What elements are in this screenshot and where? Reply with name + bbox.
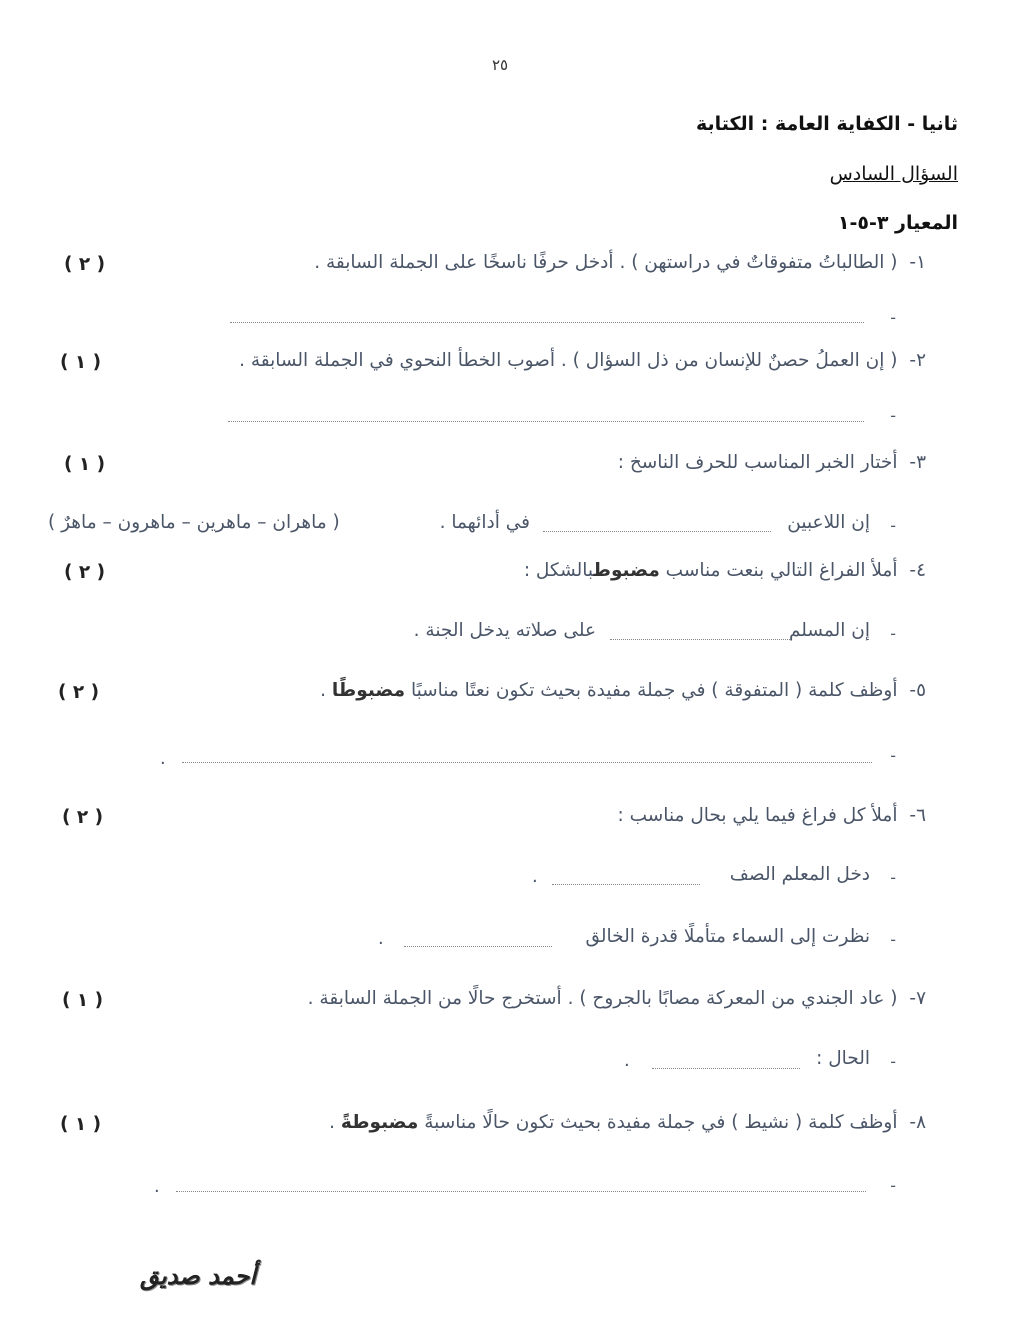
q3-sentence-start: إن اللاعبين (787, 512, 870, 533)
question-text: أملأ كل فراغ فيما يلي بحال مناسب : (617, 805, 898, 826)
question-2-mark: ( ١ ) (60, 352, 102, 373)
q4-blank[interactable] (610, 639, 790, 640)
section-title: ثانيا - الكفاية العامة : الكتابة (695, 113, 958, 135)
emphasis-text: مضبوطًا (331, 680, 406, 701)
question-text-end: بالشكل : (523, 560, 594, 581)
question-1 (314, 252, 926, 273)
question-7 (308, 988, 926, 1009)
question-5 (320, 680, 926, 701)
question-8-mark: ( ١ ) (60, 1114, 102, 1135)
question-title: السؤال السادس (829, 163, 958, 185)
question-text: ( الطالباتُ متفوقاتٌ في دراستهن ) . أدخل حرفًا ناسخًا على الجملة السابقة . (314, 252, 898, 273)
question-number: ٣- (909, 452, 926, 473)
answer-dash: - (890, 1176, 896, 1195)
standard-label: المعيار ٣-٥-١ (837, 212, 958, 234)
question-3 (618, 452, 926, 473)
question-text: أوظف كلمة ( نشيط ) في جملة مفيدة بحيث تكون حالًا مناسبةً (424, 1112, 898, 1133)
question-text: ( عاد الجندي من المعركة مصابًا بالجروح ) . أستخرج حالًا من الجملة السابقة . (307, 988, 898, 1009)
q6-blank-1[interactable] (552, 884, 700, 885)
q6-period-1: . (532, 866, 538, 887)
q6-sentence-2: نظرت إلى السماء متأملًا قدرة الخالق (585, 926, 870, 947)
question-number: ٥- (909, 680, 926, 701)
answer-line-1[interactable] (230, 322, 864, 323)
q3-sentence-end: في أدائهما . (439, 512, 530, 533)
question-text: ( إن العملُ حصنٌ للإنسان من ذل السؤال ) . أصوب الخطأ النحوي في الجملة السابقة . (239, 350, 898, 371)
question-1-mark: ( ٢ ) (64, 254, 106, 275)
question-4 (524, 560, 926, 581)
question-7-mark: ( ١ ) (62, 990, 104, 1011)
answer-period: . (154, 1176, 160, 1197)
question-2 (239, 350, 926, 371)
question-3-mark: ( ١ ) (64, 454, 106, 475)
question-number: ٤- (909, 560, 926, 581)
question-text: أوظف كلمة ( المتفوقة ) في جملة مفيدة بحيث تكون نعتًا مناسبًا (410, 680, 898, 701)
emphasis-text: مضبوطةً (340, 1112, 419, 1133)
question-number: ١- (909, 252, 926, 273)
question-5-mark: ( ٢ ) (58, 682, 100, 703)
q7-period: . (624, 1050, 630, 1071)
q6-blank-2[interactable] (404, 946, 552, 947)
q3-options: ( ماهران – ماهرين – ماهرون – ماهرٌ ) (48, 512, 340, 533)
answer-line-2[interactable] (228, 421, 864, 422)
question-text: أملأ الفراغ التالي بنعت مناسب (665, 560, 898, 581)
q7-label: الحال : (816, 1048, 870, 1069)
question-number: ٦- (909, 805, 926, 826)
question-8 (329, 1112, 926, 1133)
q4-sentence-start: إن المسلم (788, 620, 870, 641)
q7-blank[interactable] (652, 1068, 800, 1069)
question-number: ٧- (909, 988, 926, 1009)
answer-dash: - (890, 308, 896, 327)
question-text-end: . (329, 1112, 335, 1133)
question-number: ٢- (909, 350, 926, 371)
q3-blank[interactable] (543, 531, 771, 532)
answer-dash: - (890, 516, 896, 535)
question-text-end: . (320, 680, 326, 701)
answer-dash: - (890, 406, 896, 425)
question-6 (618, 805, 926, 826)
answer-dash: - (890, 930, 896, 949)
emphasis-text: مضبوط (593, 560, 660, 581)
question-4-mark: ( ٢ ) (64, 562, 106, 583)
question-text: أختار الخبر المناسب للحرف الناسخ : (617, 452, 898, 473)
q6-sentence-1: دخل المعلم الصف (729, 864, 870, 885)
answer-line-8[interactable] (176, 1191, 866, 1192)
answer-dash: - (890, 1052, 896, 1071)
q4-sentence-end: على صلاته يدخل الجنة . (413, 620, 596, 641)
q6-period-2: . (378, 928, 384, 949)
author-signature: أحمد صديق (140, 1262, 257, 1290)
answer-period: . (160, 748, 166, 769)
answer-dash: - (890, 624, 896, 643)
question-number: ٨- (909, 1112, 926, 1133)
answer-line-5[interactable] (182, 762, 872, 763)
page-number: ٢٥ (491, 56, 509, 74)
answer-dash: - (890, 868, 896, 887)
answer-dash: - (890, 746, 896, 765)
question-6-mark: ( ٢ ) (62, 807, 104, 828)
